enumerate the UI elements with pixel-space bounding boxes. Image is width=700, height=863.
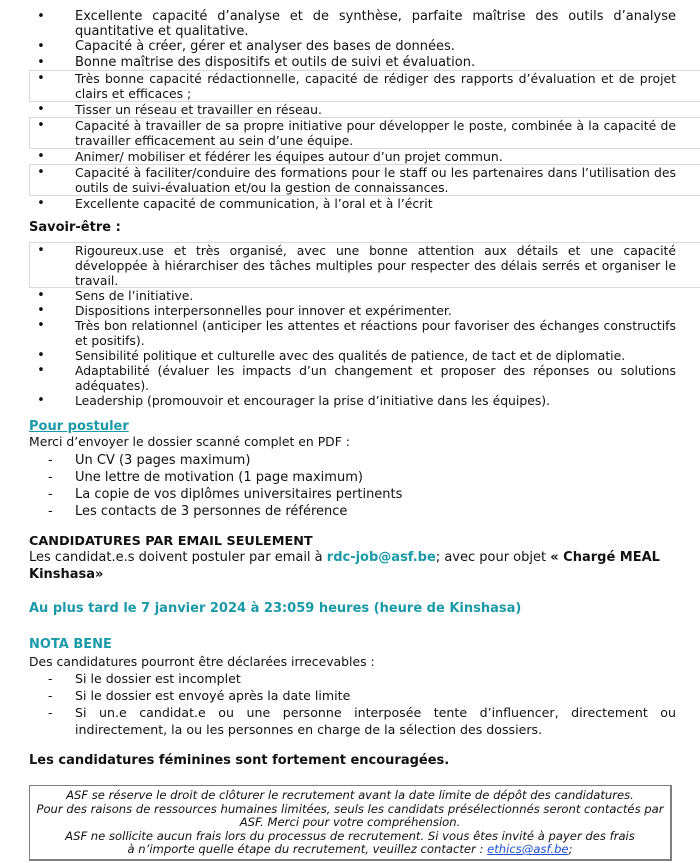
list-item-text: Adaptabilité (évaluer les impacts d’un changement et proposer des réponses ou solutions adéquates). — [75, 363, 676, 393]
dash-icon: - — [48, 470, 53, 485]
email-subject: « Chargé MEAL Kinshasa» — [29, 550, 660, 582]
bullet-icon: • — [37, 288, 45, 303]
recruitment-notice-box — [29, 785, 672, 861]
bullet-icon: • — [37, 102, 45, 117]
postuler-intro: Merci d’envoyer le dossier scanné complet en PDF : — [29, 434, 350, 449]
savoir-etre-heading: Savoir-être : — [29, 220, 121, 235]
pour-postuler-heading[interactable]: Pour postuler — [29, 419, 129, 434]
list-item — [0, 288, 700, 303]
list-item-text: Une lettre de motivation (1 page maximum) — [75, 470, 363, 485]
list-item-text: Capacité à travailler de sa propre initiative pour développer le poste, combinée à la capacité de travailler efficacement au sein d’une équipe. — [75, 118, 676, 148]
list-item — [0, 39, 700, 55]
bullet-icon: • — [37, 55, 45, 70]
list-item — [29, 70, 700, 102]
bullet-icon: • — [37, 165, 45, 180]
dash-icon: - — [48, 688, 53, 703]
ethics-email-link[interactable]: ethics@asf.be — [487, 842, 569, 857]
bullet-icon: • — [37, 196, 45, 211]
savoir-etre-list — [0, 242, 700, 408]
list-item — [0, 303, 700, 318]
list-item-text: Très bonne capacité rédactionnelle, capacité de rédiger des rapports d’évaluation et de projet clairs et efficaces ; — [75, 71, 676, 101]
notice-suffix: ; — [568, 842, 573, 857]
notice-line-1: ASF se réserve le droit de clôturer le recrutement avant la date limite de dépôt des candidatures. — [66, 788, 634, 802]
list-item-text: Un CV (3 pages maximum) — [75, 453, 251, 468]
list-item-text: Si un.e candidat.e ou une personne interposée tente d’influencer, directement ou indirectement, la ou les personnes en charge de la sélection des dossiers. — [75, 705, 676, 737]
list-item — [29, 164, 700, 196]
list-item — [0, 348, 700, 363]
encouragement-text: Les candidatures féminines sont fortement encouragées. — [29, 753, 450, 768]
email-text-middle: ; avec pour objet — [435, 550, 551, 565]
dash-icon: - — [48, 487, 53, 502]
list-item — [0, 469, 700, 486]
nota-bene-intro: Des candidatures pourront être déclarées irrecevables : — [29, 654, 375, 669]
application-email-link[interactable]: rdc-job@asf.be — [326, 550, 436, 565]
list-item — [0, 393, 700, 408]
list-item — [0, 704, 700, 738]
postuler-list — [0, 452, 700, 520]
competences-list — [0, 9, 700, 211]
list-item — [29, 242, 700, 288]
list-item — [0, 670, 700, 687]
bullet-icon: • — [37, 318, 45, 333]
email-instructions — [29, 549, 676, 583]
notice-line-3 — [32, 830, 668, 857]
list-item-text: Rigoureux.use et très organisé, avec une bonne attention aux détails et une capacité développée à hiérarchiser des tâches multiples pour respecter des délais serrés et organiser le travail. — [75, 243, 676, 288]
bullet-icon: • — [37, 149, 45, 164]
list-item-text: Si le dossier est incomplet — [75, 671, 241, 686]
bullet-icon: • — [37, 71, 45, 86]
bullet-icon: • — [37, 363, 45, 378]
email-only-heading: CANDIDATURES PAR EMAIL SEULEMENT — [29, 534, 313, 549]
email-text-before: Les candidat.e.s doivent postuler par email à — [29, 550, 327, 565]
dash-icon: - — [48, 705, 53, 720]
list-item-text: Sens de l’initiative. — [75, 288, 194, 303]
bullet-icon: • — [37, 393, 45, 408]
list-item-text: Excellente capacité de communication, à l’oral et à l’écrit — [75, 196, 433, 211]
nota-bene-heading: NOTA BENE — [29, 637, 112, 652]
bullet-icon: • — [37, 303, 45, 318]
list-item-text: La copie de vos diplômes universitaires pertinents — [75, 487, 403, 502]
bullet-icon: • — [37, 118, 45, 133]
list-item-text: Capacité à créer, gérer et analyser des bases de données. — [75, 39, 455, 54]
list-item — [0, 687, 700, 704]
bullet-icon: • — [37, 39, 45, 54]
list-item-text: Bonne maîtrise des dispositifs et outils de suivi et évaluation. — [75, 55, 476, 70]
list-item-text: Si le dossier est envoyé après la date limite — [75, 688, 351, 703]
notice-line-3-text: ASF ne sollicite aucun frais lors du processus de recrutement. Si vous êtes invité à payer des frais à n’importe quelle étape du recrutement, veuillez contacter : — [65, 828, 635, 857]
list-item-text: Excellente capacité d’analyse et de synthèse, parfaite maîtrise des outils d’analyse quantitative et qualitative. — [75, 9, 676, 39]
list-item-text: Tisser un réseau et travailler en réseau. — [75, 102, 322, 117]
dash-icon: - — [48, 453, 53, 468]
list-item-text: Très bon relationnel (anticiper les attentes et réactions pour favoriser des échanges constructifs et positifs). — [75, 318, 676, 348]
dash-icon: - — [48, 671, 53, 686]
list-item-text: Dispositions interpersonnelles pour innover et expérimenter. — [75, 303, 452, 318]
list-item — [29, 117, 700, 149]
list-item-text: Animer/ mobiliser et fédérer les équipes autour d’un projet commun. — [75, 149, 503, 164]
list-item — [0, 149, 700, 164]
list-item — [0, 363, 700, 393]
list-item — [0, 486, 700, 503]
list-item — [0, 196, 700, 211]
list-item-text: Sensibilité politique et culturelle avec des qualités de patience, de tact et de diplomatie. — [75, 348, 626, 363]
list-item-text: Leadership (promouvoir et encourager la prise d’initiative dans les équipes). — [75, 393, 551, 408]
deadline-text: Au plus tard le 7 janvier 2024 à 23:059 heures (heure de Kinshasa) — [29, 601, 522, 616]
list-item — [0, 9, 700, 39]
list-item — [0, 318, 700, 348]
notice-line-2: Pour des raisons de ressources humaines limitées, seuls les candidats présélectionnés seront contactés par ASF. Merci pour votre compréhension. — [36, 801, 664, 830]
nota-bene-list — [0, 670, 700, 738]
list-item-text: Capacité à faciliter/conduire des formations pour le staff ou les partenaires dans l’utilisation des outils de suivi-évaluation et/ou la gestion de connaissances. — [75, 165, 676, 195]
bullet-icon: • — [37, 348, 45, 363]
dash-icon: - — [48, 504, 53, 519]
bullet-icon: • — [37, 243, 45, 258]
bullet-icon: • — [37, 9, 45, 24]
list-item — [0, 452, 700, 469]
list-item — [0, 55, 700, 70]
list-item — [0, 503, 700, 520]
list-item — [0, 102, 700, 117]
list-item-text: Les contacts de 3 personnes de référence — [75, 504, 348, 519]
